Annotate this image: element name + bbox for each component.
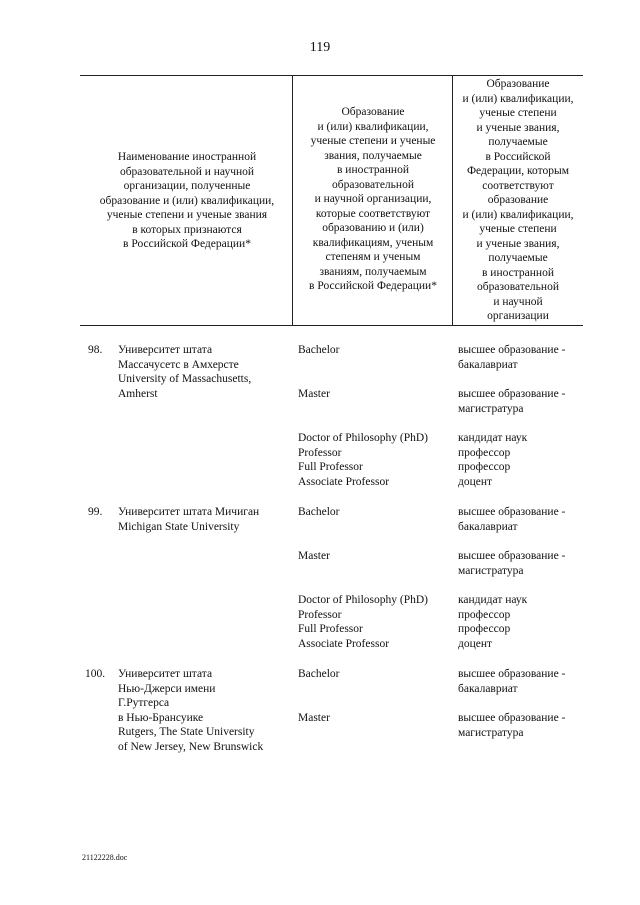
foreign-qualification: Master (298, 712, 330, 724)
foreign-qualification: Master (298, 388, 330, 400)
foreign-qualification: Doctor of Philosophy (PhD) Professor Full Professor Associate Professor (298, 594, 429, 650)
russian-qualification: высшее образование - магистратура (458, 712, 566, 739)
header-col-organization: Наименование иностранной образовательной и научной организации, полученные образование и (или) квалификации, ученые степени и ученые звания в которых признаются в Российской Федерации* (99, 151, 275, 250)
russian-qualification: высшее образование - бакалавриат (458, 344, 566, 371)
header-col-foreign-qualification: Образование и (или) квалификации, ученые степени и ученые звания, получаемые в иностранной образовательной и научной организации, которые соответствуют образованию и (или) квалификациям, ученым степеням и ученым званиям, получаемым в Российской Федерации* (309, 106, 437, 292)
foreign-qualification: Doctor of Philosophy (PhD) Professor Full Professor Associate Professor (298, 432, 429, 488)
header-bottom-rule (80, 325, 583, 326)
entry-number: 98. (88, 344, 103, 356)
russian-qualification: высшее образование - магистратура (458, 388, 566, 415)
document-footer: 21122228.doc (82, 853, 128, 862)
russian-qualification: высшее образование - бакалавриат (458, 668, 566, 695)
organization-name: Университет штата Массачусетс в Амхерсте University of Massachusetts, Amherst (118, 344, 252, 400)
foreign-qualification: Bachelor (298, 668, 340, 680)
organization-name: Университет штата Нью-Джерси имени Г.Рутгерса в Нью-Брансуике Rutgers, The State University of New Jersey, New Brunswick (118, 668, 264, 753)
entry-number: 100. (85, 668, 106, 680)
header-col-russian-qualification: Образование и (или) квалификации, ученые степени и ученые звания, получаемые в Российской Федерации, которым соответствуют образование и (или) квалификации, ученые степени и ученые звания, получаемые в иностранной образовательной и научной организации (462, 78, 574, 322)
page-number: 119 (309, 40, 331, 55)
header-column-divider (292, 75, 293, 326)
foreign-qualification: Bachelor (298, 344, 340, 356)
russian-qualification: кандидат наук профессор профессор доцент (458, 594, 528, 650)
header-column-divider (452, 75, 453, 326)
entry-number: 99. (88, 506, 103, 518)
foreign-qualification: Master (298, 550, 330, 562)
organization-name: Университет штата Мичиган Michigan State University (118, 506, 260, 533)
foreign-qualification: Bachelor (298, 506, 340, 518)
russian-qualification: кандидат наук профессор профессор доцент (458, 432, 528, 488)
header-top-rule (80, 75, 583, 76)
russian-qualification: высшее образование - магистратура (458, 550, 566, 577)
russian-qualification: высшее образование - бакалавриат (458, 506, 566, 533)
